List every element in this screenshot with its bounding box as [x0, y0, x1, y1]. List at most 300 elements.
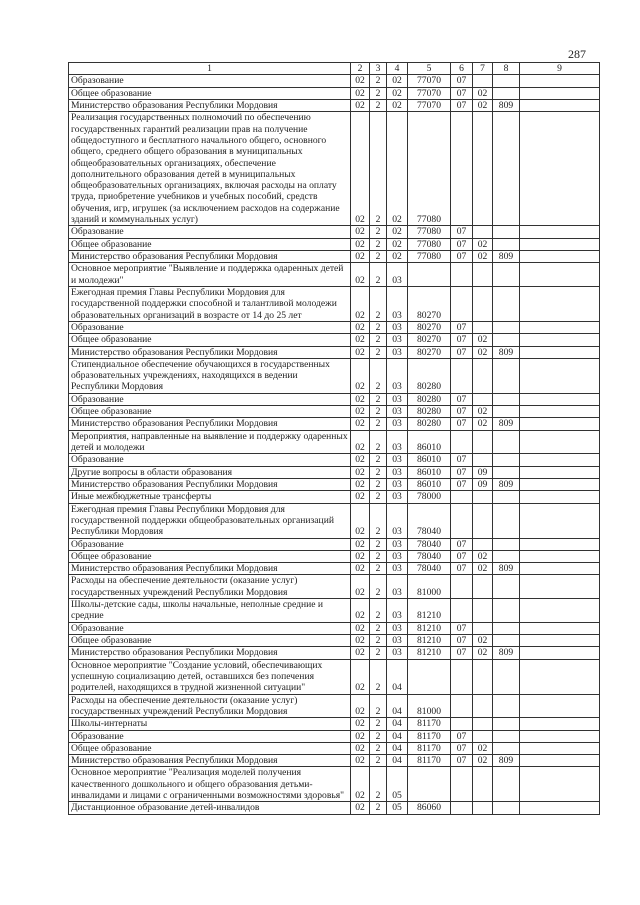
- code-cell-col8: [493, 599, 520, 623]
- code-cell-col2: 02: [351, 226, 370, 238]
- code-cell-col8: [493, 263, 520, 287]
- code-cell-col2: 02: [351, 112, 370, 226]
- code-cell-col3: 2: [370, 418, 387, 430]
- code-cell-col3: 2: [370, 802, 387, 814]
- code-cell-col6: 07: [451, 226, 473, 238]
- code-cell-col4: 03: [387, 406, 408, 418]
- code-cell-col7: 02: [473, 346, 493, 358]
- table-row: [69, 251, 600, 263]
- code-cell-col4: 02: [387, 112, 408, 226]
- code-cell-col9: [520, 718, 600, 730]
- code-cell-col2: 02: [351, 659, 370, 694]
- column-header: 8: [493, 63, 520, 75]
- table-row: [69, 755, 600, 767]
- table-row: [69, 99, 600, 111]
- code-cell-col5: 77070: [408, 99, 451, 111]
- code-cell-col9: [520, 430, 600, 454]
- code-cell-col9: [520, 346, 600, 358]
- code-cell-col2: 02: [351, 563, 370, 575]
- code-cell-col2: 02: [351, 622, 370, 634]
- code-cell-col5: [408, 767, 451, 802]
- code-cell-col8: [493, 430, 520, 454]
- code-cell-col5: 77080: [408, 238, 451, 250]
- code-cell-col4: 05: [387, 802, 408, 814]
- code-cell-col6: [451, 263, 473, 287]
- row-name-cell: Общее образование: [69, 550, 351, 562]
- code-cell-col9: [520, 99, 600, 111]
- code-cell-col4: 04: [387, 742, 408, 754]
- code-cell-col8: [493, 659, 520, 694]
- code-cell-col2: 02: [351, 491, 370, 503]
- code-cell-col3: 2: [370, 346, 387, 358]
- table-row: [69, 659, 600, 694]
- code-cell-col7: [473, 538, 493, 550]
- row-name-cell: Образование: [69, 538, 351, 550]
- code-cell-col8: [493, 575, 520, 599]
- code-cell-col7: [473, 503, 493, 538]
- code-cell-col4: 04: [387, 659, 408, 694]
- code-cell-col5: 80270: [408, 321, 451, 333]
- code-cell-col3: 2: [370, 87, 387, 99]
- code-cell-col9: [520, 87, 600, 99]
- code-cell-col5: 81210: [408, 622, 451, 634]
- code-cell-col4: 03: [387, 635, 408, 647]
- code-cell-col7: [473, 802, 493, 814]
- code-cell-col9: [520, 466, 600, 478]
- code-cell-col4: 03: [387, 321, 408, 333]
- code-cell-col3: 2: [370, 226, 387, 238]
- table-row: [69, 75, 600, 87]
- code-cell-col9: [520, 418, 600, 430]
- code-cell-col7: [473, 454, 493, 466]
- code-cell-col7: 09: [473, 478, 493, 490]
- code-cell-col2: 02: [351, 406, 370, 418]
- code-cell-col6: [451, 659, 473, 694]
- row-name-cell: Образование: [69, 622, 351, 634]
- code-cell-col8: 809: [493, 563, 520, 575]
- code-cell-col7: [473, 112, 493, 226]
- code-cell-col2: 02: [351, 99, 370, 111]
- code-cell-col3: 2: [370, 75, 387, 87]
- row-name-cell: Школы-интернаты: [69, 718, 351, 730]
- code-cell-col3: 2: [370, 599, 387, 623]
- code-cell-col9: [520, 454, 600, 466]
- column-header: 2: [351, 63, 370, 75]
- code-cell-col6: 07: [451, 730, 473, 742]
- code-cell-col6: 07: [451, 87, 473, 99]
- code-cell-col5: 81210: [408, 599, 451, 623]
- code-cell-col2: 02: [351, 647, 370, 659]
- code-cell-col4: 03: [387, 563, 408, 575]
- table-row: [69, 538, 600, 550]
- code-cell-col7: 09: [473, 466, 493, 478]
- code-cell-col4: 04: [387, 755, 408, 767]
- code-cell-col5: 86060: [408, 802, 451, 814]
- code-cell-col2: 02: [351, 478, 370, 490]
- code-cell-col7: [473, 730, 493, 742]
- code-cell-col5: 80280: [408, 406, 451, 418]
- code-cell-col8: 809: [493, 251, 520, 263]
- code-cell-col4: 03: [387, 491, 408, 503]
- code-cell-col4: 05: [387, 767, 408, 802]
- code-cell-col9: [520, 767, 600, 802]
- code-cell-col3: 2: [370, 538, 387, 550]
- code-cell-col5: 77080: [408, 226, 451, 238]
- code-cell-col3: 2: [370, 358, 387, 393]
- row-name-cell: Образование: [69, 393, 351, 405]
- code-cell-col9: [520, 730, 600, 742]
- code-cell-col4: 03: [387, 466, 408, 478]
- code-cell-col2: 02: [351, 321, 370, 333]
- code-cell-col3: 2: [370, 406, 387, 418]
- code-cell-col8: 809: [493, 99, 520, 111]
- code-cell-col2: 02: [351, 575, 370, 599]
- code-cell-col6: [451, 718, 473, 730]
- code-cell-col8: [493, 694, 520, 718]
- code-cell-col6: 07: [451, 406, 473, 418]
- code-cell-col6: [451, 767, 473, 802]
- code-cell-col2: 02: [351, 358, 370, 393]
- code-cell-col7: 02: [473, 563, 493, 575]
- code-cell-col8: 809: [493, 478, 520, 490]
- code-cell-col7: 02: [473, 550, 493, 562]
- code-cell-col3: 2: [370, 321, 387, 333]
- code-cell-col8: [493, 718, 520, 730]
- code-cell-col2: 02: [351, 730, 370, 742]
- code-cell-col4: 03: [387, 478, 408, 490]
- code-cell-col5: 77070: [408, 75, 451, 87]
- code-cell-col9: [520, 75, 600, 87]
- table-row: [69, 503, 600, 538]
- code-cell-col9: [520, 635, 600, 647]
- code-cell-col4: 04: [387, 694, 408, 718]
- code-cell-col6: [451, 575, 473, 599]
- code-cell-col5: 78040: [408, 563, 451, 575]
- code-cell-col3: 2: [370, 491, 387, 503]
- table-row: [69, 87, 600, 99]
- code-cell-col8: [493, 238, 520, 250]
- row-name-cell: Образование: [69, 730, 351, 742]
- code-cell-col8: 809: [493, 755, 520, 767]
- code-cell-col6: 07: [451, 75, 473, 87]
- table-row: [69, 599, 600, 623]
- row-name-cell: Министерство образования Республики Мордовия: [69, 251, 351, 263]
- code-cell-col9: [520, 694, 600, 718]
- row-name-cell: Мероприятия, направленные на выявление и поддержку одаренных детей и молодежи: [69, 430, 351, 454]
- code-cell-col5: [408, 659, 451, 694]
- table-row: [69, 406, 600, 418]
- code-cell-col5: 81170: [408, 730, 451, 742]
- table-row: [69, 263, 600, 287]
- code-cell-col5: 81210: [408, 635, 451, 647]
- code-cell-col9: [520, 406, 600, 418]
- code-cell-col8: [493, 393, 520, 405]
- code-cell-col7: 02: [473, 635, 493, 647]
- code-cell-col2: 02: [351, 454, 370, 466]
- code-cell-col8: [493, 75, 520, 87]
- code-cell-col7: [473, 358, 493, 393]
- code-cell-col8: [493, 802, 520, 814]
- code-cell-col5: 81000: [408, 575, 451, 599]
- table-row: [69, 622, 600, 634]
- table-row: [69, 430, 600, 454]
- code-cell-col9: [520, 478, 600, 490]
- code-cell-col4: 03: [387, 418, 408, 430]
- row-name-cell: Дистанционное образование детей-инвалидов: [69, 802, 351, 814]
- code-cell-col6: [451, 112, 473, 226]
- code-cell-col5: 80270: [408, 346, 451, 358]
- code-cell-col4: 03: [387, 263, 408, 287]
- code-cell-col8: [493, 334, 520, 346]
- code-cell-col7: [473, 599, 493, 623]
- row-name-cell: Общее образование: [69, 87, 351, 99]
- code-cell-col7: 02: [473, 742, 493, 754]
- table-row: [69, 454, 600, 466]
- code-cell-col5: 78000: [408, 491, 451, 503]
- code-cell-col2: 02: [351, 346, 370, 358]
- code-cell-col6: 07: [451, 466, 473, 478]
- column-header: 9: [520, 63, 600, 75]
- code-cell-col8: [493, 550, 520, 562]
- code-cell-col8: [493, 87, 520, 99]
- code-cell-col6: 07: [451, 647, 473, 659]
- row-name-cell: Расходы на обеспечение деятельности (оказание услуг) государственных учреждений Республики Мордовия: [69, 694, 351, 718]
- row-name-cell: Образование: [69, 226, 351, 238]
- table-row: [69, 563, 600, 575]
- code-cell-col5: 86010: [408, 478, 451, 490]
- code-cell-col7: [473, 575, 493, 599]
- code-cell-col3: 2: [370, 767, 387, 802]
- code-cell-col2: 02: [351, 802, 370, 814]
- code-cell-col2: 02: [351, 635, 370, 647]
- table-row: [69, 112, 600, 226]
- code-cell-col3: 2: [370, 112, 387, 226]
- column-header: 1: [69, 63, 351, 75]
- code-cell-col2: 02: [351, 538, 370, 550]
- code-cell-col9: [520, 321, 600, 333]
- row-name-cell: Образование: [69, 321, 351, 333]
- code-cell-col8: 809: [493, 647, 520, 659]
- code-cell-col5: 80280: [408, 418, 451, 430]
- code-cell-col4: 03: [387, 647, 408, 659]
- code-cell-col7: 02: [473, 418, 493, 430]
- code-cell-col5: 86010: [408, 466, 451, 478]
- code-cell-col4: 03: [387, 430, 408, 454]
- code-cell-col5: 77070: [408, 87, 451, 99]
- column-header: 7: [473, 63, 493, 75]
- code-cell-col6: 07: [451, 334, 473, 346]
- code-cell-col7: 02: [473, 251, 493, 263]
- code-cell-col3: 2: [370, 503, 387, 538]
- code-cell-col8: [493, 226, 520, 238]
- code-cell-col7: 02: [473, 87, 493, 99]
- code-cell-col4: 03: [387, 575, 408, 599]
- code-cell-col3: 2: [370, 251, 387, 263]
- code-cell-col9: [520, 563, 600, 575]
- code-cell-col6: 07: [451, 622, 473, 634]
- column-header: 3: [370, 63, 387, 75]
- code-cell-col2: 02: [351, 251, 370, 263]
- row-name-cell: Стипендиальное обеспечение обучающихся в государственных образовательных учреждениях, находящихся в ведении Республики Мордовия: [69, 358, 351, 393]
- code-cell-col3: 2: [370, 238, 387, 250]
- code-cell-col5: 80280: [408, 358, 451, 393]
- code-cell-col6: [451, 491, 473, 503]
- row-name-cell: Другие вопросы в области образования: [69, 466, 351, 478]
- code-cell-col2: 02: [351, 87, 370, 99]
- code-cell-col7: [473, 430, 493, 454]
- row-name-cell: Общее образование: [69, 334, 351, 346]
- table-row: [69, 635, 600, 647]
- code-cell-col4: 02: [387, 87, 408, 99]
- table-row: [69, 694, 600, 718]
- code-cell-col6: [451, 503, 473, 538]
- code-cell-col9: [520, 251, 600, 263]
- code-cell-col5: 81210: [408, 647, 451, 659]
- code-cell-col2: 02: [351, 694, 370, 718]
- row-name-cell: Школы-детские сады, школы начальные, неполные средние и средние: [69, 599, 351, 623]
- row-name-cell: Общее образование: [69, 742, 351, 754]
- code-cell-col8: [493, 406, 520, 418]
- code-cell-col6: 07: [451, 418, 473, 430]
- code-cell-col8: [493, 491, 520, 503]
- code-cell-col4: 04: [387, 718, 408, 730]
- table-row: [69, 767, 600, 802]
- code-cell-col2: 02: [351, 742, 370, 754]
- code-cell-col3: 2: [370, 454, 387, 466]
- code-cell-col6: 07: [451, 454, 473, 466]
- code-cell-col6: 07: [451, 251, 473, 263]
- row-name-cell: Министерство образования Республики Мордовия: [69, 418, 351, 430]
- code-cell-col9: [520, 238, 600, 250]
- code-cell-col3: 2: [370, 466, 387, 478]
- code-cell-col2: 02: [351, 393, 370, 405]
- code-cell-col3: 2: [370, 334, 387, 346]
- code-cell-col8: [493, 321, 520, 333]
- code-cell-col4: 03: [387, 286, 408, 321]
- code-cell-col5: 78040: [408, 538, 451, 550]
- page-number: 287: [568, 47, 586, 61]
- table-row: [69, 418, 600, 430]
- code-cell-col2: 02: [351, 466, 370, 478]
- code-cell-col5: 81170: [408, 742, 451, 754]
- code-cell-col6: 07: [451, 346, 473, 358]
- code-cell-col9: [520, 575, 600, 599]
- code-cell-col8: [493, 286, 520, 321]
- code-cell-col7: 02: [473, 238, 493, 250]
- code-cell-col6: [451, 694, 473, 718]
- code-cell-col6: 07: [451, 238, 473, 250]
- code-cell-col3: 2: [370, 635, 387, 647]
- code-cell-col9: [520, 503, 600, 538]
- code-cell-col6: 07: [451, 563, 473, 575]
- code-cell-col7: [473, 767, 493, 802]
- code-cell-col2: 02: [351, 767, 370, 802]
- code-cell-col7: [473, 263, 493, 287]
- code-cell-col4: 03: [387, 393, 408, 405]
- code-cell-col8: [493, 767, 520, 802]
- code-cell-col6: 07: [451, 635, 473, 647]
- code-cell-col4: 02: [387, 99, 408, 111]
- code-cell-col9: [520, 263, 600, 287]
- table-row: [69, 286, 600, 321]
- code-cell-col7: [473, 659, 493, 694]
- row-name-cell: Образование: [69, 454, 351, 466]
- code-cell-col2: 02: [351, 238, 370, 250]
- code-cell-col9: [520, 622, 600, 634]
- code-cell-col5: 78040: [408, 503, 451, 538]
- code-cell-col8: [493, 730, 520, 742]
- code-cell-col4: 04: [387, 730, 408, 742]
- row-name-cell: Основное мероприятие "Реализация моделей получения качественного дошкольного и общего образования детьми-инвалидами и лицами с ограниченными возможностями здоровья": [69, 767, 351, 802]
- table-row: [69, 550, 600, 562]
- code-cell-col6: 07: [451, 99, 473, 111]
- code-cell-col2: 02: [351, 718, 370, 730]
- code-cell-col3: 2: [370, 286, 387, 321]
- code-cell-col8: [493, 635, 520, 647]
- code-cell-col6: [451, 430, 473, 454]
- column-header: 6: [451, 63, 473, 75]
- code-cell-col5: 81170: [408, 755, 451, 767]
- row-name-cell: Ежегодная премия Главы Республики Мордовия для государственной поддержки способной и талантливой молодежи образовательных организаций в возрасте от 14 до 25 лет: [69, 286, 351, 321]
- code-cell-col3: 2: [370, 563, 387, 575]
- code-cell-col6: [451, 358, 473, 393]
- code-cell-col3: 2: [370, 694, 387, 718]
- table-row: [69, 575, 600, 599]
- code-cell-col2: 02: [351, 755, 370, 767]
- code-cell-col2: 02: [351, 430, 370, 454]
- code-cell-col2: 02: [351, 286, 370, 321]
- code-cell-col3: 2: [370, 575, 387, 599]
- code-cell-col9: [520, 334, 600, 346]
- code-cell-col3: 2: [370, 755, 387, 767]
- code-cell-col8: [493, 503, 520, 538]
- code-cell-col6: 07: [451, 478, 473, 490]
- code-cell-col9: [520, 550, 600, 562]
- code-cell-col3: 2: [370, 622, 387, 634]
- row-name-cell: Общее образование: [69, 406, 351, 418]
- table-row: [69, 718, 600, 730]
- table-row: [69, 346, 600, 358]
- code-cell-col2: 02: [351, 550, 370, 562]
- code-cell-col4: 03: [387, 358, 408, 393]
- budget-table: [68, 62, 600, 815]
- code-cell-col3: 2: [370, 730, 387, 742]
- code-cell-col9: [520, 802, 600, 814]
- code-cell-col7: [473, 694, 493, 718]
- code-cell-col5: 86010: [408, 454, 451, 466]
- code-cell-col3: 2: [370, 478, 387, 490]
- code-cell-col2: 02: [351, 599, 370, 623]
- code-cell-col2: 02: [351, 334, 370, 346]
- column-header: 5: [408, 63, 451, 75]
- code-cell-col7: [473, 226, 493, 238]
- row-name-cell: Реализация государственных полномочий по обеспечению государственных гарантий реализации прав на получение общедоступного и бесплатного начального общего, основного общего, среднего общего образования в муниципальных общеобразовательных организациях, обеспечение дополнительного образования детей в муниципальных общеобразовательных организациях, включая расходы на оплату труда, приобретение учебников и учебных пособий, средств обучения, игр, игрушек (за исключением расходов на содержание зданий и коммунальных услуг): [69, 112, 351, 226]
- code-cell-col5: 80280: [408, 393, 451, 405]
- code-cell-col4: 03: [387, 599, 408, 623]
- code-cell-col8: 809: [493, 418, 520, 430]
- code-cell-col8: [493, 622, 520, 634]
- row-name-cell: Основное мероприятие "Создание условий, обеспечивающих успешную социализацию детей, оставшихся без попечения родителей, находящихся в трудной жизненной ситуации": [69, 659, 351, 694]
- code-cell-col8: [493, 538, 520, 550]
- row-name-cell: Образование: [69, 75, 351, 87]
- code-cell-col4: 02: [387, 238, 408, 250]
- code-cell-col7: 02: [473, 99, 493, 111]
- code-cell-col5: 80270: [408, 286, 451, 321]
- row-name-cell: Ежегодная премия Главы Республики Мордовия для государственной поддержки общеобразовательных организаций Республики Мордовия: [69, 503, 351, 538]
- code-cell-col8: 809: [493, 346, 520, 358]
- code-cell-col6: 07: [451, 321, 473, 333]
- code-cell-col3: 2: [370, 263, 387, 287]
